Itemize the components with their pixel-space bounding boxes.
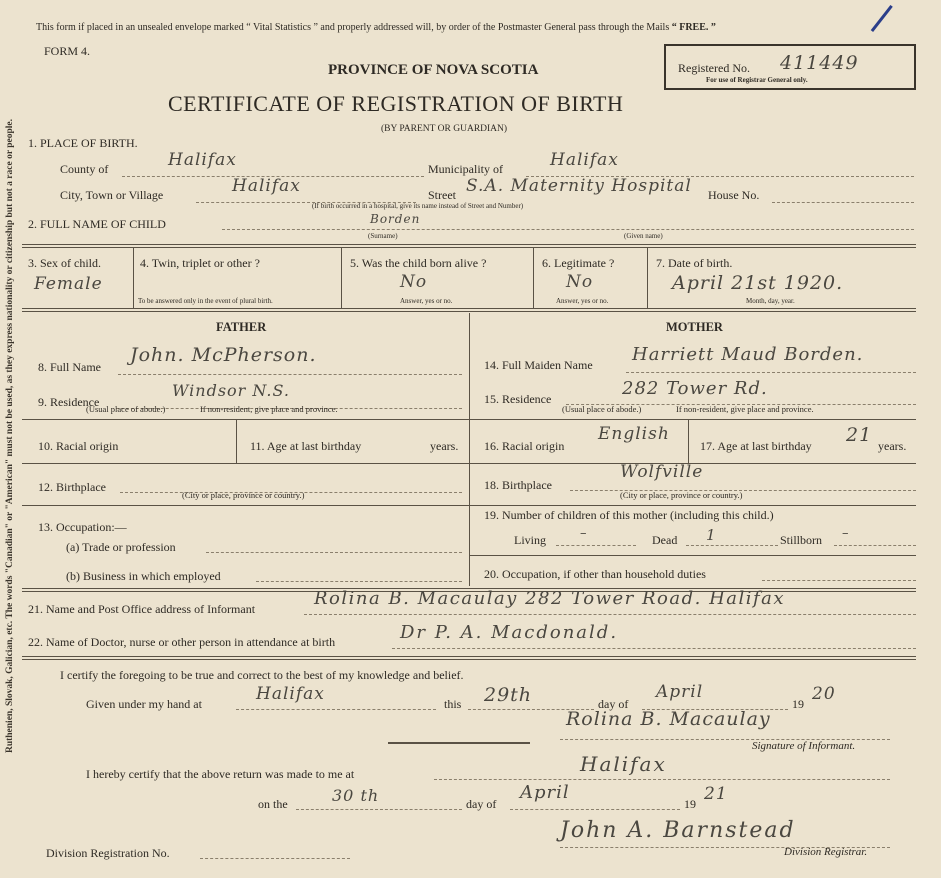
this-label: this — [444, 697, 462, 711]
date-of-birth-note: Month, day, year. — [746, 297, 795, 305]
father-birthplace-note: (City or place, province or country.) — [182, 490, 305, 500]
division-registration-label: Division Registration No. — [46, 846, 170, 860]
registrar-certify-text: I hereby certify that the above return was made to me at — [86, 767, 355, 781]
father-residence-note2: If non-resident, give place and province. — [200, 404, 338, 414]
sex-value: Female — [34, 274, 103, 294]
father-racial-label: 10. Racial origin — [38, 439, 119, 453]
mother-name-label: 14. Full Maiden Name — [484, 358, 593, 372]
child-surname: Borden — [370, 212, 421, 226]
page-subtitle: (BY PARENT OR GUARDIAN) — [381, 124, 508, 134]
given-day-value: 29th — [484, 684, 533, 706]
separator-rule — [388, 742, 530, 744]
father-age-label: 11. Age at last birthday — [250, 439, 362, 453]
legitimate-value: No — [566, 272, 594, 292]
mother-name-value: Harriett Maud Borden. — [632, 344, 864, 365]
registered-number: 411449 — [780, 52, 859, 74]
given-place-value: Halifax — [256, 684, 325, 704]
informant-label: 21. Name and Post Office address of Informant — [28, 602, 256, 616]
registrar-year-prefix: 19 — [684, 797, 696, 811]
registrar-place-value: Halifax — [580, 752, 667, 776]
certify-text: I certify the foregoing to be true and correct to the best of my knowledge and belief. — [60, 668, 464, 682]
street-label: Street — [428, 188, 456, 202]
informant-signature: Rolina B. Macaulay — [566, 708, 771, 730]
registered-label: Registered No. — [678, 61, 750, 75]
doctor-label: 22. Name of Doctor, nurse or other person in attendance at birth — [28, 635, 336, 649]
municipality-label: Municipality of — [428, 162, 503, 176]
mother-residence-note: (Usual place of abode.) — [562, 404, 642, 414]
father-age-years: years. — [430, 439, 459, 453]
street-note: (If birth occurred in a hospital, give its name instead of Street and Number) — [312, 202, 524, 210]
alive-label: 5. Was the child born alive ? — [350, 256, 487, 270]
registrar-signature: John A. Barnstead — [560, 818, 796, 843]
city-value: Halifax — [232, 176, 301, 196]
dead-label: Dead — [652, 533, 678, 547]
registrar-day-of-label: day of — [466, 797, 497, 811]
mother-age-years: years. — [878, 439, 907, 453]
father-name-value: John. McPherson. — [130, 344, 317, 366]
stillborn-label: Stillborn — [780, 533, 823, 547]
sidebar-notice: Ruthenien, Slovak, Galician, etc. The words "Canadian" or "American" must not be used, as they express nationality or citizenship but not a race or people. — [5, 118, 15, 754]
mother-age-label: 17. Age at last birthday — [700, 439, 812, 453]
informant-signature-label: Signature of Informant. — [752, 740, 856, 752]
registrar-signature-label: Division Registrar. — [784, 846, 868, 858]
father-occupation-label: 13. Occupation:— — [38, 520, 127, 534]
registrar-year-value: 21 — [704, 784, 728, 804]
mother-occupation-label: 20. Occupation, if other than household duties — [484, 567, 706, 581]
doctor-value: Dr P. A. Macdonald. — [400, 622, 619, 643]
mother-residence-note2: If non-resident, give place and province. — [676, 404, 814, 414]
city-label: City, Town or Village — [60, 188, 164, 202]
dead-value: 1 — [706, 526, 717, 544]
check-mark-icon — [871, 5, 914, 48]
county-label: County of — [60, 162, 109, 176]
mother-children-label: 19. Number of children of this mother (including this child.) — [484, 508, 774, 522]
alive-note: Answer, yes or no. — [400, 297, 453, 305]
page-title: CERTIFICATE OF REGISTRATION OF BIRTH — [168, 91, 624, 116]
twin-note: To be answered only in the event of plural birth. — [138, 297, 273, 305]
surname-note: (Surname) — [368, 232, 398, 240]
registered-number-box — [664, 44, 916, 90]
mother-birthplace-value: Wolfville — [620, 462, 704, 482]
municipality-value: Halifax — [550, 150, 619, 170]
given-day-of-label: day of — [598, 697, 629, 711]
mother-racial-label: 16. Racial origin — [484, 439, 565, 453]
given-under-label: Given under my hand at — [86, 697, 202, 711]
mother-birthplace-note: (City or place, province or country.) — [620, 490, 743, 500]
father-residence-note: (Usual place of abode.) — [86, 404, 166, 414]
legitimate-note: Answer, yes or no. — [556, 297, 609, 305]
place-of-birth-heading: 1. PLACE OF BIRTH. — [28, 136, 138, 150]
given-name-note: (Given name) — [624, 232, 663, 240]
alive-value: No — [400, 272, 428, 292]
stillborn-value: – — [842, 526, 850, 541]
legitimate-label: 6. Legitimate ? — [542, 256, 615, 270]
given-month-value: April — [656, 682, 704, 702]
mother-heading: MOTHER — [666, 320, 723, 334]
father-residence-label: 9. Residence — [38, 395, 100, 409]
given-year-prefix: 19 — [792, 697, 804, 711]
date-of-birth-label: 7. Date of birth. — [656, 256, 733, 270]
child-name-label: 2. FULL NAME OF CHILD — [28, 217, 166, 231]
father-name-label: 8. Full Name — [38, 360, 101, 374]
father-birthplace-label: 12. Birthplace — [38, 480, 106, 494]
mail-notice-free: “ FREE. ” — [671, 22, 716, 33]
given-year-value: 20 — [812, 684, 836, 704]
sex-label: 3. Sex of child. — [28, 256, 101, 270]
mother-birthplace-label: 18. Birthplace — [484, 478, 552, 492]
mother-residence-label: 15. Residence — [484, 392, 552, 406]
registered-note: For use of Registrar General only. — [706, 76, 808, 84]
living-label: Living — [514, 533, 546, 547]
registrar-on-the-label: on the — [258, 797, 288, 811]
father-trade-label: (a) Trade or profession — [66, 540, 176, 554]
county-value: Halifax — [168, 150, 237, 170]
registrar-day-value: 30 th — [332, 786, 380, 805]
mail-notice — [36, 22, 716, 33]
father-residence-value: Windsor N.S. — [172, 381, 290, 400]
living-value: – — [580, 526, 588, 541]
mother-residence-value: 282 Tower Rd. — [622, 378, 768, 399]
registrar-month-value: April — [520, 782, 570, 803]
twin-label: 4. Twin, triplet or other ? — [140, 256, 260, 270]
mother-racial-value: English — [598, 424, 670, 444]
mother-age-value: 21 — [846, 424, 873, 446]
form-number: FORM 4. — [44, 44, 91, 58]
mail-notice-text: This form if placed in an unsealed envelope marked “ Vital Statistics ” and properly addressed will, by order of the Postmaster General pass through the Mails — [36, 22, 670, 33]
father-heading: FATHER — [216, 320, 267, 334]
informant-value: Rolina B. Macaulay 282 Tower Road. Halifax — [314, 588, 786, 609]
father-business-label: (b) Business in which employed — [66, 569, 221, 583]
house-label: House No. — [708, 188, 760, 202]
province-heading: PROVINCE OF NOVA SCOTIA — [328, 62, 539, 78]
date-of-birth-value: April 21st 1920. — [672, 272, 844, 294]
street-value: S.A. Maternity Hospital — [466, 176, 692, 196]
